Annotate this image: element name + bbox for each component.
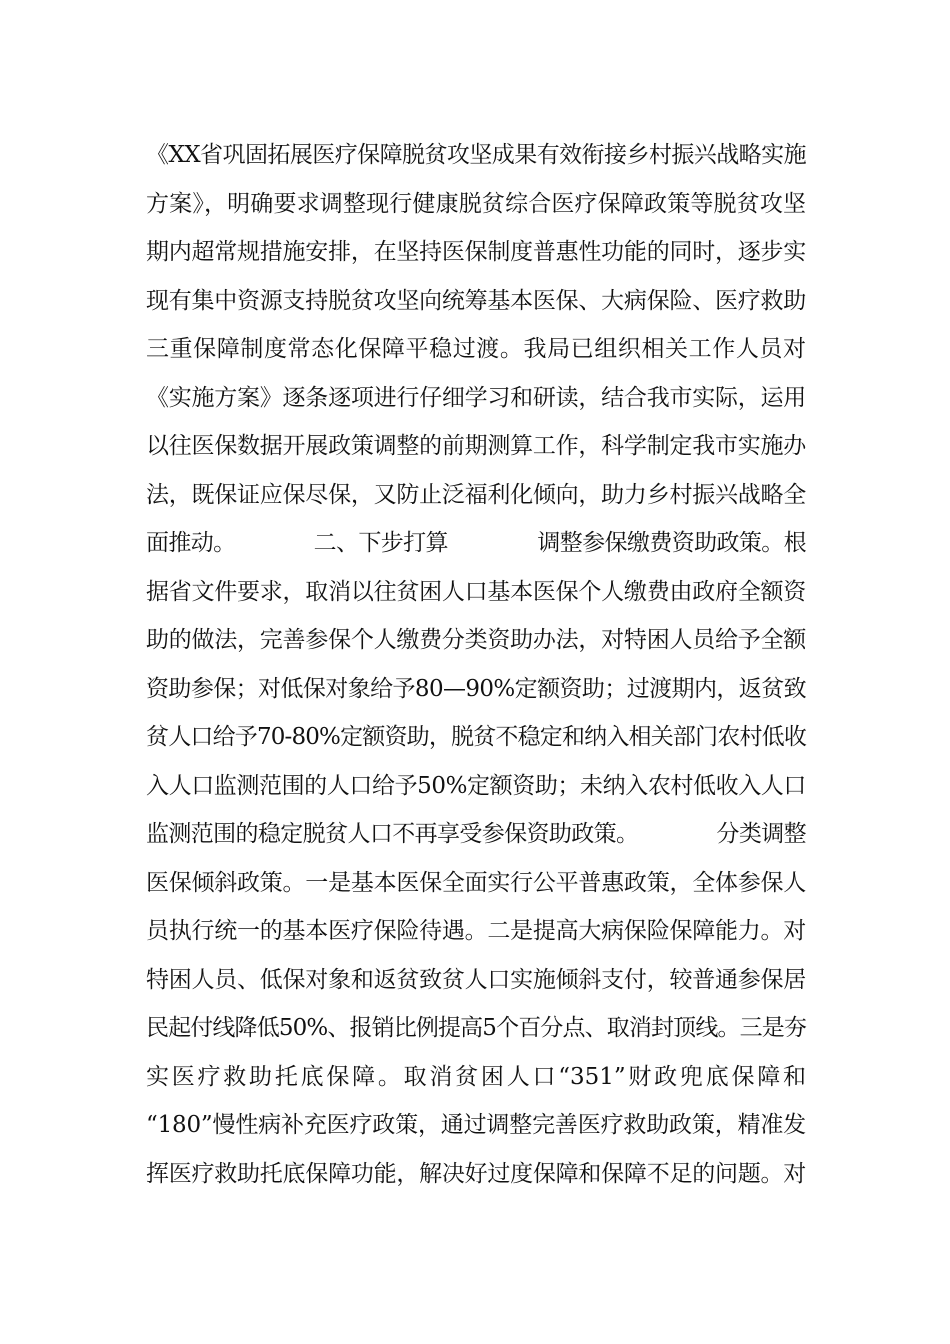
text-line: 据省文件要求，取消以往贫困人口基本医保个人缴费由政府全额资 bbox=[146, 578, 806, 605]
text-line: 期内超常规措施安排，在坚持医保制度普惠性功能的同时，逐步实 bbox=[146, 239, 806, 265]
text-line: 《XX省巩固拓展医疗保障脱贫攻坚成果有效衔接乡村振兴战略实施 bbox=[146, 142, 806, 168]
text-line: 入人口监测范围的人口给予50%定额资助；未纳入农村低收入人口 bbox=[146, 772, 806, 799]
text-line: 现有集中资源支持脱贫攻坚向统筹基本医保、大病保险、医疗救助 bbox=[146, 287, 806, 314]
text-line: 助的做法，完善参保个人缴费分类资助办法，对特困人员给予全额 bbox=[146, 627, 806, 653]
text-line: 面推动。 二、下步打算 调整参保缴费资助政策。根 bbox=[146, 530, 806, 556]
text-line: 医保倾斜政策。一是基本医保全面实行公平普惠政策，全体参保人 bbox=[146, 869, 806, 896]
text-line: “180”慢性病补充医疗政策，通过调整完善医疗救助政策，精准发 bbox=[146, 1112, 806, 1138]
text-line: 挥医疗救助托底保障功能，解决好过度保障和保障不足的问题。对 bbox=[146, 1160, 806, 1187]
body-text bbox=[146, 131, 806, 1198]
text-line: 民起付线降低50%、报销比例提高5个百分点、取消封顶线。三是夯 bbox=[146, 1015, 806, 1041]
text-line: 监测范围的稳定脱贫人口不再享受参保资助政策。 分类调整 bbox=[146, 821, 806, 847]
text-line: 贫人口给予70-80%定额资助，脱贫不稳定和纳入相关部门农村低收 bbox=[146, 724, 806, 750]
text-line: 《实施方案》逐条逐项进行仔细学习和研读，结合我市实际，运用 bbox=[146, 384, 806, 411]
text-line: 资助参保；对低保对象给予80—90%定额资助；过渡期内，返贫致 bbox=[146, 675, 806, 702]
text-line: 特困人员、低保对象和返贫致贫人口实施倾斜支付，较普通参保居 bbox=[146, 966, 806, 993]
text-line: 实医疗救助托底保障。取消贫困人口“351”财政兜底保障和 bbox=[146, 1063, 806, 1090]
text-line: 法，既保证应保尽保，又防止泛福利化倾向，助力乡村振兴战略全 bbox=[146, 481, 806, 508]
text-line: 方案》，明确要求调整现行健康脱贫综合医疗保障政策等脱贫攻坚 bbox=[146, 190, 806, 217]
text-line: 员执行统一的基本医疗保险待遇。二是提高大病保险保障能力。对 bbox=[146, 918, 806, 944]
text-line: 以往医保数据开展政策调整的前期测算工作，科学制定我市实施办 bbox=[146, 433, 806, 459]
text-line: 三重保障制度常态化保障平稳过渡。我局已组织相关工作人员对 bbox=[146, 336, 806, 362]
